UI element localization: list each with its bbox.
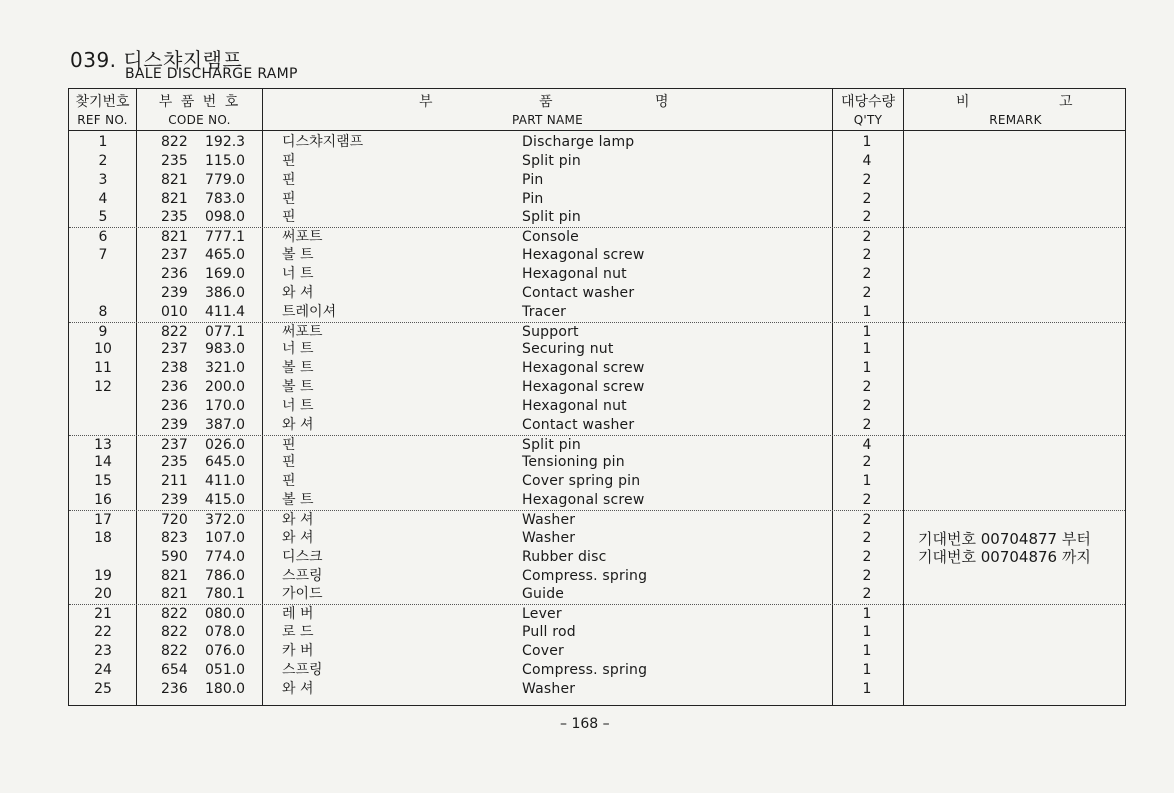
code-suffix: 169.0 bbox=[205, 265, 246, 282]
code-suffix: 076.0 bbox=[205, 642, 246, 659]
quantity: 2 bbox=[862, 265, 872, 282]
header-remark-kr-2: 고 bbox=[1059, 94, 1073, 110]
quantity: 2 bbox=[862, 454, 872, 471]
quantity: 2 bbox=[862, 567, 872, 584]
header-part-kr-2: 품 bbox=[539, 94, 553, 110]
part-name-en: Pin bbox=[522, 190, 544, 207]
code-prefix: 821 bbox=[161, 586, 188, 603]
code-prefix: 821 bbox=[161, 567, 188, 584]
page-subtitle: BALE DISCHARGE RAMP bbox=[125, 66, 298, 82]
part-name-en: Hexagonal screw bbox=[522, 247, 645, 264]
part-name-kr: 볼 트 bbox=[282, 492, 314, 509]
part-name-en: Hexagonal screw bbox=[522, 492, 645, 509]
code-prefix: 239 bbox=[161, 416, 188, 433]
header-remark-en: REMARK bbox=[989, 113, 1042, 127]
quantity: 2 bbox=[862, 209, 872, 226]
part-name-kr: 핀 bbox=[282, 190, 296, 207]
quantity: 2 bbox=[862, 379, 872, 396]
ref-no: 16 bbox=[94, 492, 112, 509]
ref-no: 4 bbox=[98, 190, 108, 207]
code-suffix: 777.1 bbox=[205, 229, 246, 246]
part-name-kr: 핀 bbox=[282, 171, 296, 188]
ref-no: 7 bbox=[98, 247, 108, 264]
header-ref bbox=[69, 93, 136, 129]
code-suffix: 107.0 bbox=[205, 529, 246, 546]
code-prefix: 823 bbox=[161, 529, 188, 546]
quantity: 2 bbox=[862, 529, 872, 546]
ref-no: 15 bbox=[94, 473, 112, 490]
ref-no: 5 bbox=[98, 209, 108, 226]
quantity: 1 bbox=[862, 323, 872, 340]
header-code bbox=[137, 93, 262, 129]
table-row bbox=[69, 491, 1125, 510]
table-row bbox=[69, 567, 1125, 586]
part-name-kr: 너 트 bbox=[282, 397, 314, 414]
part-name-kr: 핀 bbox=[282, 473, 296, 490]
header-part-en: PART NAME bbox=[511, 113, 584, 127]
code-suffix: 180.0 bbox=[205, 680, 246, 697]
part-name-kr: 써포트 bbox=[282, 229, 323, 246]
table-row bbox=[69, 604, 1125, 624]
code-suffix: 387.0 bbox=[205, 416, 246, 433]
part-name-en: Washer bbox=[522, 680, 576, 697]
code-suffix: 080.0 bbox=[205, 606, 246, 623]
code-suffix: 645.0 bbox=[205, 454, 246, 471]
ref-no: 21 bbox=[94, 606, 112, 623]
code-prefix: 010 bbox=[161, 303, 188, 320]
header-part-kr-1: 부 bbox=[419, 94, 433, 110]
code-suffix: 786.0 bbox=[205, 567, 246, 584]
table-row bbox=[69, 510, 1125, 530]
part-name-en: Securing nut bbox=[522, 341, 614, 358]
code-prefix: 239 bbox=[161, 492, 188, 509]
code-prefix: 821 bbox=[161, 190, 188, 207]
part-name-kr: 로 드 bbox=[282, 624, 314, 641]
code-suffix: 983.0 bbox=[205, 341, 246, 358]
table-row bbox=[69, 227, 1125, 247]
table-row bbox=[69, 340, 1125, 359]
table-row bbox=[69, 416, 1125, 435]
part-name-en: Compress. spring bbox=[522, 661, 648, 678]
code-suffix: 026.0 bbox=[205, 436, 246, 453]
table-row bbox=[69, 435, 1125, 455]
header-ref-en: REF NO. bbox=[77, 113, 128, 127]
code-prefix: 822 bbox=[161, 323, 188, 340]
code-prefix: 236 bbox=[161, 265, 188, 282]
quantity: 4 bbox=[862, 436, 872, 453]
part-name-kr: 와 셔 bbox=[282, 529, 314, 546]
code-suffix: 192.3 bbox=[205, 134, 246, 150]
table-row bbox=[69, 661, 1125, 680]
part-name-en: Tensioning pin bbox=[522, 454, 625, 471]
parts-table bbox=[68, 88, 1126, 706]
ref-no: 14 bbox=[94, 454, 112, 471]
quantity: 1 bbox=[862, 341, 872, 358]
ref-no: 10 bbox=[94, 341, 112, 358]
part-name-kr: 트레이셔 bbox=[282, 303, 337, 320]
table-row bbox=[69, 623, 1125, 642]
ref-no: 9 bbox=[98, 323, 108, 340]
code-prefix: 238 bbox=[161, 360, 188, 377]
table-row bbox=[69, 397, 1125, 416]
code-prefix: 236 bbox=[161, 379, 188, 396]
code-suffix: 780.1 bbox=[205, 586, 246, 603]
part-name-en: Cover spring pin bbox=[522, 473, 641, 490]
table-row bbox=[69, 171, 1125, 190]
quantity: 2 bbox=[862, 586, 872, 603]
ref-no: 23 bbox=[94, 642, 112, 659]
part-name-en: Split pin bbox=[522, 436, 581, 453]
part-name-kr: 볼 트 bbox=[282, 360, 314, 377]
ref-no: 25 bbox=[94, 680, 112, 697]
code-prefix: 237 bbox=[161, 436, 188, 453]
part-name-en: Hexagonal nut bbox=[522, 397, 627, 414]
ref-no: 8 bbox=[98, 303, 108, 320]
quantity: 1 bbox=[862, 303, 872, 320]
code-suffix: 170.0 bbox=[205, 397, 246, 414]
code-suffix: 372.0 bbox=[205, 512, 246, 528]
part-name-kr: 카 버 bbox=[282, 642, 314, 659]
code-suffix: 774.0 bbox=[205, 548, 246, 565]
code-suffix: 783.0 bbox=[205, 190, 246, 207]
table-row bbox=[69, 265, 1125, 284]
table-row bbox=[69, 322, 1125, 342]
remark-from: 기대번호 00704877 부터 bbox=[918, 530, 1091, 548]
quantity: 2 bbox=[862, 548, 872, 565]
table-row bbox=[69, 284, 1125, 303]
part-name-kr: 레 버 bbox=[282, 606, 314, 623]
quantity: 1 bbox=[862, 642, 872, 659]
code-prefix: 211 bbox=[161, 473, 188, 490]
quantity: 1 bbox=[862, 134, 872, 150]
part-name-en: Console bbox=[522, 229, 579, 246]
part-name-kr: 너 트 bbox=[282, 341, 314, 358]
code-suffix: 200.0 bbox=[205, 379, 246, 396]
ref-no: 2 bbox=[98, 152, 108, 169]
code-suffix: 115.0 bbox=[205, 152, 246, 169]
part-name-en: Pin bbox=[522, 171, 544, 188]
part-name-en: Contact washer bbox=[522, 284, 635, 301]
part-name-kr: 와 셔 bbox=[282, 284, 314, 301]
quantity: 1 bbox=[862, 680, 872, 697]
part-name-en: Cover bbox=[522, 642, 564, 659]
part-name-kr: 와 셔 bbox=[282, 680, 314, 697]
part-name-en: Hexagonal nut bbox=[522, 265, 627, 282]
part-name-en: Split pin bbox=[522, 209, 581, 226]
part-name-en: Support bbox=[522, 323, 579, 340]
table-row bbox=[69, 472, 1125, 491]
header-remark-kr-1: 비 bbox=[956, 94, 970, 110]
ref-no: 17 bbox=[94, 512, 112, 528]
part-name-kr: 와 셔 bbox=[282, 512, 314, 528]
table-row bbox=[69, 246, 1125, 265]
code-prefix: 822 bbox=[161, 642, 188, 659]
part-name-en: Contact washer bbox=[522, 416, 635, 433]
quantity: 2 bbox=[862, 284, 872, 301]
part-name-en: Washer bbox=[522, 512, 576, 528]
part-name-kr: 핀 bbox=[282, 436, 296, 453]
code-prefix: 821 bbox=[161, 229, 188, 246]
remark-until: 기대번호 00704876 까지 bbox=[918, 548, 1091, 566]
part-name-kr: 와 셔 bbox=[282, 416, 314, 433]
table-row bbox=[69, 208, 1125, 227]
code-suffix: 411.4 bbox=[205, 303, 246, 320]
part-name-kr: 스프링 bbox=[282, 567, 323, 584]
ref-no: 20 bbox=[94, 586, 112, 603]
header-ref-kr: 찾기번호 bbox=[75, 94, 130, 110]
code-prefix: 236 bbox=[161, 680, 188, 697]
part-name-kr: 핀 bbox=[282, 209, 296, 226]
table-row bbox=[69, 190, 1125, 209]
code-suffix: 386.0 bbox=[205, 284, 246, 301]
quantity: 2 bbox=[862, 397, 872, 414]
code-prefix: 590 bbox=[161, 548, 188, 565]
code-prefix: 720 bbox=[161, 512, 188, 528]
code-suffix: 098.0 bbox=[205, 209, 246, 226]
header-qty bbox=[833, 93, 903, 129]
quantity: 4 bbox=[862, 152, 872, 169]
quantity: 2 bbox=[862, 492, 872, 509]
part-name-en: Guide bbox=[522, 586, 565, 603]
part-name-kr: 디스챠지램프 bbox=[282, 134, 364, 150]
header-qty-en: Q'TY bbox=[853, 113, 883, 127]
code-suffix: 077.1 bbox=[205, 323, 246, 340]
part-name-en: Hexagonal screw bbox=[522, 379, 645, 396]
code-prefix: 236 bbox=[161, 397, 188, 414]
table-row bbox=[69, 453, 1125, 472]
code-suffix: 051.0 bbox=[205, 661, 246, 678]
code-prefix: 239 bbox=[161, 284, 188, 301]
ref-no: 3 bbox=[98, 171, 108, 188]
part-name-en: Discharge lamp bbox=[522, 134, 635, 150]
code-suffix: 078.0 bbox=[205, 624, 246, 641]
part-name-en: Pull rod bbox=[522, 624, 576, 641]
code-prefix: 654 bbox=[161, 661, 188, 678]
table-row bbox=[69, 378, 1125, 397]
code-prefix: 822 bbox=[161, 606, 188, 623]
ref-no: 18 bbox=[94, 529, 112, 546]
part-name-en: Tracer bbox=[522, 303, 567, 320]
table-row bbox=[69, 642, 1125, 661]
ref-no: 1 bbox=[98, 134, 108, 150]
part-name-kr: 핀 bbox=[282, 152, 296, 169]
header-code-kr: 부 품 번 호 bbox=[158, 94, 241, 110]
table-row bbox=[69, 133, 1125, 152]
code-prefix: 822 bbox=[161, 624, 188, 641]
table-row bbox=[69, 359, 1125, 378]
quantity: 2 bbox=[862, 229, 872, 246]
part-name-kr: 디스크 bbox=[282, 548, 323, 565]
page-title: 039. 디스챠지램프 bbox=[70, 48, 243, 72]
part-name-en: Washer bbox=[522, 529, 576, 546]
part-name-en: Hexagonal screw bbox=[522, 360, 645, 377]
header-part-kr-3: 명 bbox=[655, 94, 669, 110]
code-suffix: 465.0 bbox=[205, 247, 246, 264]
quantity: 1 bbox=[862, 360, 872, 377]
quantity: 2 bbox=[862, 247, 872, 264]
quantity: 2 bbox=[862, 512, 872, 528]
table-row bbox=[69, 680, 1125, 699]
part-name-kr: 스프링 bbox=[282, 661, 323, 678]
ref-no: 12 bbox=[94, 379, 112, 396]
part-name-kr: 가이드 bbox=[282, 586, 323, 603]
header-code-en: CODE NO. bbox=[168, 113, 231, 127]
code-prefix: 237 bbox=[161, 341, 188, 358]
quantity: 2 bbox=[862, 416, 872, 433]
ref-no: 24 bbox=[94, 661, 112, 678]
code-suffix: 321.0 bbox=[205, 360, 246, 377]
quantity: 1 bbox=[862, 606, 872, 623]
code-suffix: 411.0 bbox=[205, 473, 246, 490]
part-name-kr: 볼 트 bbox=[282, 247, 314, 264]
part-name-en: Compress. spring bbox=[522, 567, 648, 584]
code-prefix: 235 bbox=[161, 152, 188, 169]
part-name-kr: 볼 트 bbox=[282, 379, 314, 396]
code-prefix: 235 bbox=[161, 454, 188, 471]
page-number: – 168 – bbox=[560, 716, 610, 732]
ref-no: 11 bbox=[94, 360, 112, 377]
part-name-kr: 핀 bbox=[282, 454, 296, 471]
code-suffix: 779.0 bbox=[205, 171, 246, 188]
ref-no: 13 bbox=[94, 436, 112, 453]
header-qty-kr: 대당수량 bbox=[840, 94, 896, 110]
code-suffix: 415.0 bbox=[205, 492, 246, 509]
part-name-en: Split pin bbox=[522, 152, 581, 169]
part-name-en: Rubber disc bbox=[522, 548, 607, 565]
code-prefix: 235 bbox=[161, 209, 188, 226]
code-prefix: 822 bbox=[161, 134, 188, 150]
table-row bbox=[69, 303, 1125, 322]
part-name-kr: 너 트 bbox=[282, 265, 314, 282]
quantity: 1 bbox=[862, 473, 872, 490]
quantity: 2 bbox=[862, 171, 872, 188]
ref-no: 6 bbox=[98, 229, 108, 246]
quantity: 1 bbox=[862, 624, 872, 641]
quantity: 1 bbox=[862, 661, 872, 678]
table-row bbox=[69, 152, 1125, 171]
code-prefix: 237 bbox=[161, 247, 188, 264]
table-row bbox=[69, 585, 1125, 604]
part-name-kr: 써포트 bbox=[282, 323, 323, 340]
part-name-en: Lever bbox=[522, 606, 562, 623]
code-prefix: 821 bbox=[161, 171, 188, 188]
quantity: 2 bbox=[862, 190, 872, 207]
ref-no: 19 bbox=[94, 567, 112, 584]
ref-no: 22 bbox=[94, 624, 112, 641]
